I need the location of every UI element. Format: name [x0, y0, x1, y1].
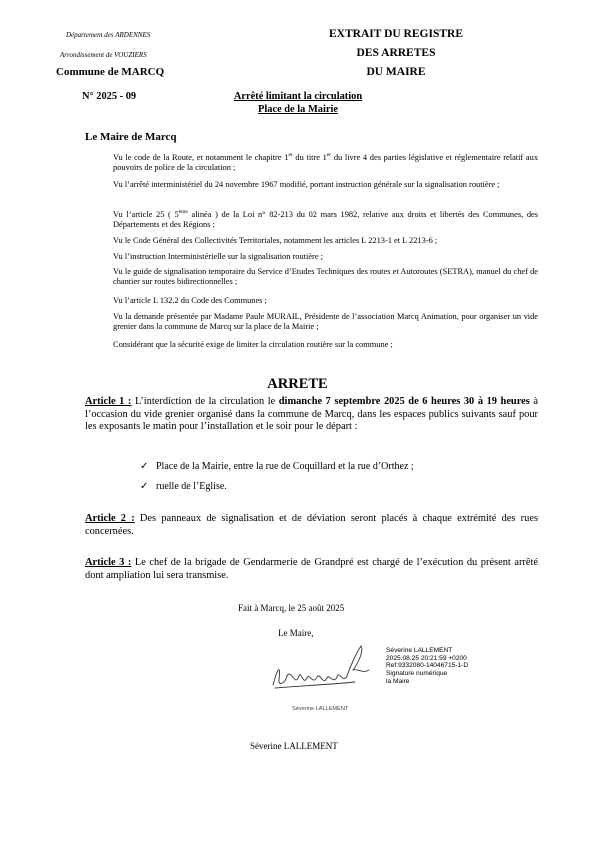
maire-heading: Le Maire de Marcq	[85, 131, 177, 143]
checkmark-icon: ✓	[140, 461, 149, 472]
visa-cgct: Vu le Code Général des Collectivités Territoriales, notamment les articles L 2213-1 et L 2213-6 ;	[113, 236, 438, 245]
arrete-title-line2: Place de la Mairie	[258, 104, 338, 115]
article-1: Article 1 : L’interdiction de la circulation le dimanche 7 septembre 2025 de 6 heures 30 à 19 heures à l’occasion du vide grenier organisé dans la commune de Marcq, dans les espaces publics suivants sauf pour les exposants le matin pour l’installation et le soir pour le départ :	[85, 396, 538, 433]
fait-a: Fait à Marcq, le 25 août 2025	[238, 603, 345, 613]
article-2-label: Article 2 :	[85, 513, 135, 524]
le-maire: Le Maire,	[278, 628, 314, 638]
article-3: Article 3 : Le chef de la brigade de Gendarmerie de Grandpré est chargé de l’exécution du présent arrêté dont ampliation lui sera transmise.	[85, 557, 538, 581]
signature-caption: Séverine LALLEMENT	[292, 706, 349, 712]
signatory-name: Séverine LALLEMENT	[250, 741, 338, 751]
handwritten-signature	[265, 640, 375, 695]
checkmark-icon: ✓	[140, 481, 149, 492]
signature-line: Séverine LALLEMENT	[386, 647, 453, 654]
departement-label: Département des ARDENNES	[66, 31, 151, 39]
arrete-title-line1: Arrêté limitant la circulation	[233, 91, 363, 102]
article-1-item-1: ✓ Place de la Mairie, entre la rue de Coquillard et la rue d’Orthez ;	[140, 461, 414, 472]
commune-label: Commune de MARCQ	[56, 66, 165, 78]
signature-line: la Maire	[386, 677, 410, 685]
extrait-line2: DES ARRETES	[356, 47, 436, 59]
visa-guide-setra: Vu le guide de signalisation temporaire du Service d’Etudes Techniques des routes et Autoroutes (SETRA), manuel du chef de chantier sur routes bidirectionnelles ;	[113, 267, 538, 287]
article-1-label: Article 1 :	[85, 396, 132, 407]
signature-line: 2025.08.25 20:21:59 +0200	[386, 654, 467, 662]
visa-instruction: Vu l’instruction Interministérielle sur la signalisation routière ;	[113, 252, 323, 261]
arrete-heading: ARRETE	[267, 376, 328, 392]
arrondissement-label: Arrondissement de VOUZIERS	[60, 51, 147, 59]
visa-arrete-1967: Vu l’arrêté interministériel du 24 novembre 1967 modifié, portant instruction générale sur la signalisation routière ;	[113, 180, 500, 189]
signature-line: Ref:9332080-14046715-1-D	[386, 662, 469, 670]
visa-demande: Vu la demande présentée par Madame Paule MURAIL, Présidente de l’association Marcq Animation, pour organiser un vide grenier dans la commune de Marcq sur la place de la Mairie ;	[113, 312, 538, 332]
visa-code-communes: Vu l’article L 132.2 du Code des Communes ;	[113, 296, 267, 305]
digital-signature-block	[386, 647, 468, 686]
article-3-label: Article 3 :	[85, 557, 132, 568]
extrait-line1: EXTRAIT DU REGISTRE	[329, 28, 463, 40]
extrait-line3: DU MAIRE	[366, 66, 426, 78]
article-1-item-2: ✓ ruelle de l’Eglise.	[140, 481, 227, 492]
visa-considerant: Considérant que la sécurité exige de limiter la circulation routière sur la commune ;	[113, 340, 393, 349]
arrete-number: N° 2025 - 09	[82, 91, 137, 102]
visa-loi-82-213: Vu l’article 25 ( 5ème alinéa ) de la Loi n° 82-213 du 02 mars 1982, relative aux droits et libertés des Communes, des Départements et des Régions ;	[113, 209, 538, 230]
signature-line: Signature numérique	[386, 670, 448, 678]
visa-code-route: Vu le code de la Route, et notamment le chapitre 1er du titre 1er du livre 4 des parties législative et réglementaire relatif aux pouvoirs de police de la circulation ;	[113, 152, 539, 173]
article-2: Article 2 : Des panneaux de signalisation et de déviation seront placés à chaque extrémité des rues concernées.	[85, 513, 538, 537]
